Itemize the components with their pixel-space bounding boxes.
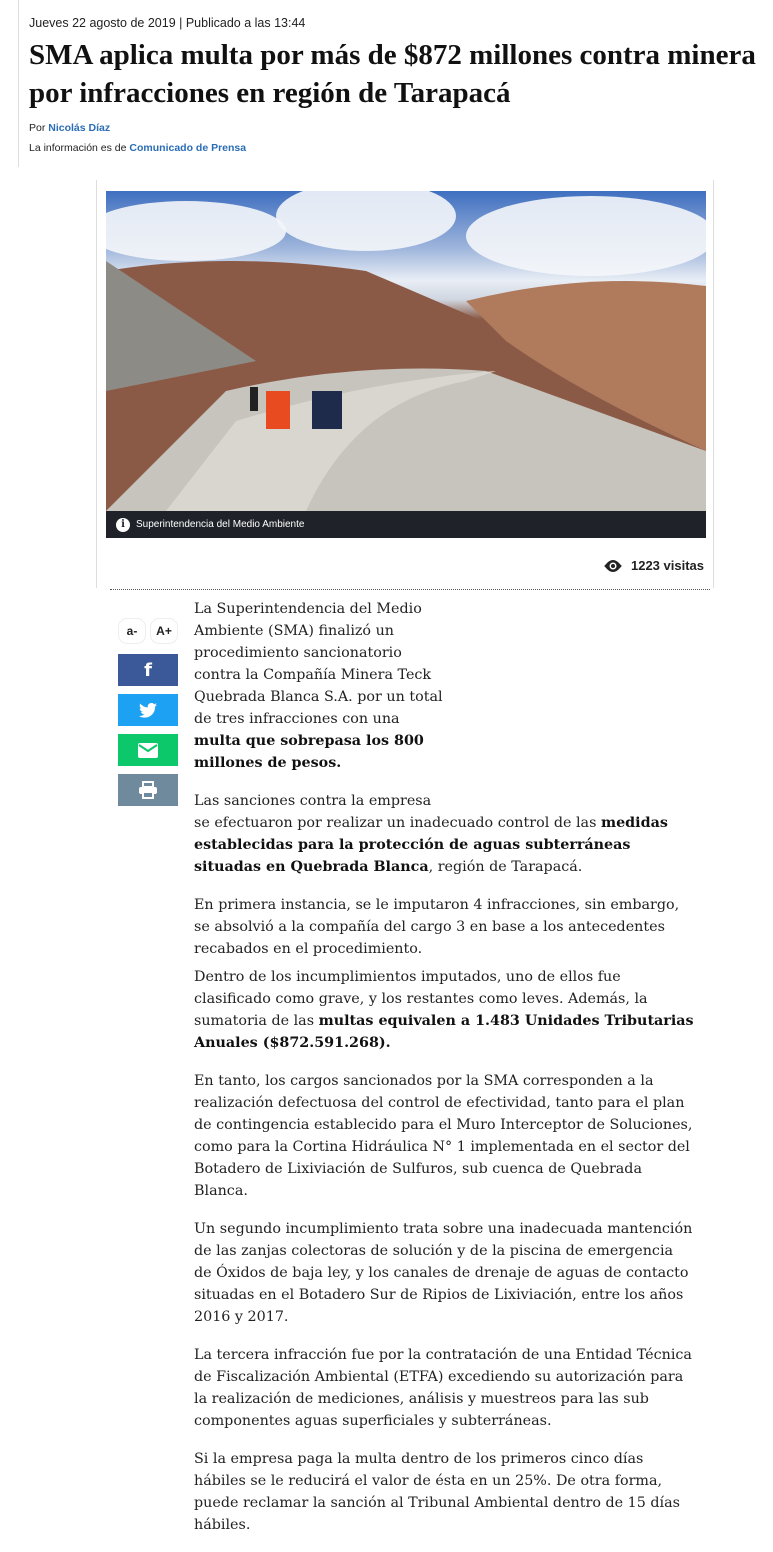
font-decrease-button[interactable]: a- (118, 618, 146, 644)
by-label: Por (29, 122, 46, 134)
mine-photo (106, 191, 706, 511)
author-link[interactable]: Nicolás Díaz (48, 122, 111, 134)
paragraph: La tercera infracción fue por la contratación de una Entidad Técnica de Fiscalización Ambiental (ETFA) excediendo su autorización para la realización de mediciones, análisis y muestreos para las sub componentes aguas superficiales y subterráneas. (194, 1347, 692, 1429)
facebook-share-button[interactable] (118, 654, 178, 686)
paragraph: Las sanciones contra la empresa se efectuaron por realizar un inadecuado control de las medidas establecidas para la protección de aguas subterráneas situadas en Quebrada Blanca, región de Tarapacá. (194, 793, 668, 875)
paragraph: La Superintendencia del Medio Ambiente (SMA) finalizó un procedimiento sancionatorio contra la Compañía Minera Teck Quebrada Blanca S.A. por un total de tres infracciones con una multa que sobrepasa los 800 millones de pesos. (194, 601, 443, 771)
source-label: La información es de (29, 142, 127, 154)
twitter-share-button[interactable] (118, 694, 178, 726)
twitter-icon (139, 703, 157, 718)
paragraph: En tanto, los cargos sancionados por la SMA corresponden a la realización defectuosa del control de efectividad, tanto para el plan de contingencia establecido para el Muro Interceptor de Soluciones, como para la Cortina Hidráulica N° 1 implementada en el sector del Botadero de Lixiviación de Sulfuros, sub cuenca de Quebrada Blanca. (194, 1073, 693, 1199)
eye-icon (603, 559, 623, 573)
visits-text: 1223 visitas (630, 558, 704, 573)
photo-caption (106, 511, 706, 538)
source-line (29, 138, 768, 158)
email-icon (138, 743, 158, 758)
paragraph: Si la empresa paga la multa dentro de los primeros cinco días hábiles se le reducirá el valor de ésta en un 25%. De otra forma, puede reclamar la sanción al Tribunal Ambiental dentro de 15 días hábiles. (194, 1451, 680, 1533)
byline (29, 118, 768, 138)
share-toolbar (118, 618, 178, 814)
page-title: SMA aplica multa por más de $872 millones contra minera por infracciones en región de Tarapacá (29, 39, 756, 109)
print-icon (138, 781, 158, 799)
print-button[interactable] (118, 774, 178, 806)
paragraph: En primera instancia, se le imputaron 4 infracciones, sin embargo, se absolvió a la compañía del cargo 3 en base a los antecedentes recabados en el procedimiento. (194, 897, 680, 957)
article-body (194, 598, 694, 1552)
caption-text: Superintendencia del Medio Ambiente (136, 519, 305, 530)
article-header (18, 0, 768, 167)
paragraph: Un segundo incumplimiento trata sobre una inadecuada mantención de las zanjas colectoras de solución y de la piscina de emergencia de Óxidos de baja ley, y los canales de drenaje de aguas de contacto situadas en el Botadero Sur de Ripios de Lixiviación, entre los años 2016 y 2017. (194, 1221, 693, 1325)
publish-date: Jueves 22 agosto de 2019 | Publicado a las 13:44 (29, 16, 306, 30)
email-share-button[interactable] (118, 734, 178, 766)
font-increase-button[interactable]: A+ (150, 618, 178, 644)
visit-count (603, 558, 704, 573)
paragraph: Dentro de los incumplimientos imputados, uno de ellos fue clasificado como grave, y los restantes como leves. Además, la sumatoria de las multas equivalen a 1.483 Unidades Tributarias Anuales ($872.591.268). (194, 969, 694, 1051)
article-figure (96, 180, 714, 588)
divider (110, 589, 710, 590)
info-icon: i (116, 518, 130, 532)
facebook-icon: f (144, 659, 152, 681)
source-link[interactable]: Comunicado de Prensa (129, 142, 247, 154)
